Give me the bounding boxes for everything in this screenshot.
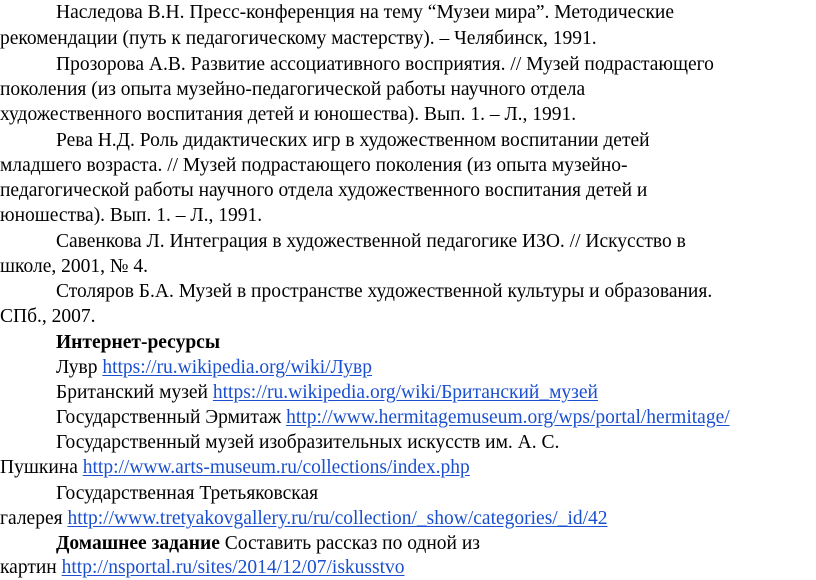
resource-hermitage-name: Государственный Эрмитаж — [56, 407, 287, 428]
reference-5-line-1: Столяров Б.А. Музей в пространстве художественной культуры и образования. — [56, 281, 713, 302]
resource-british-museum-name: Британский музей — [56, 382, 213, 403]
resource-tretyakov-name: галерея — [0, 508, 68, 529]
homework-text: Составить рассказ по одной из — [219, 533, 480, 554]
resource-british-museum — [56, 381, 598, 405]
reference-2-line-2: поколения (из опыта музейно-педагогической работы научного отдела — [0, 79, 586, 100]
homework-text-2: картин — [0, 557, 62, 578]
homework-line-1 — [56, 532, 480, 556]
resource-pushkin-museum-line-1: Государственный музей изобразительных искусств им. А. С. — [56, 432, 560, 453]
homework-line-2 — [0, 556, 405, 580]
resource-louvre-link[interactable]: https://ru.wikipedia.org/wiki/Лувр — [102, 357, 372, 378]
resource-louvre — [56, 356, 372, 380]
reference-5-line-2: СПб., 2007. — [0, 306, 96, 327]
reference-2-line-1: Прозорова А.В. Развитие ассоциативного восприятия. // Музей подрастающего — [56, 54, 714, 75]
resource-tretyakov-line-2 — [0, 507, 608, 531]
homework-label: Домашнее задание — [56, 533, 220, 554]
reference-1-line-2: рекомендации (путь к педагогическому мастерству). – Челябинск, 1991. — [0, 28, 597, 49]
reference-1-line-1: Наследова В.Н. Пресс-конференция на тему “Музеи мира”. Методические — [56, 2, 675, 23]
resource-pushkin-museum-name: Пушкина — [0, 457, 83, 478]
internet-resources-heading: Интернет-ресурсы — [56, 332, 221, 353]
resource-tretyakov-link[interactable]: http://www.tretyakovgallery.ru/ru/collection/_show/categories/_id/42 — [67, 508, 608, 529]
resource-british-museum-link[interactable]: https://ru.wikipedia.org/wiki/Британский_музей — [212, 382, 598, 403]
resource-pushkin-museum-line-2 — [0, 456, 470, 480]
reference-2-line-3: художественного воспитания детей и юношества). Вып. 1. – Л., 1991. — [0, 104, 577, 125]
reference-3-line-4: юношества). Вып. 1. – Л., 1991. — [0, 205, 263, 226]
reference-4-line-1: Савенкова Л. Интеграция в художественной педагогике ИЗО. // Искусство в — [56, 231, 686, 252]
resource-hermitage — [56, 406, 730, 430]
reference-3-line-1: Рева Н.Д. Роль дидактических игр в художественном воспитании детей — [56, 130, 650, 151]
reference-4-line-2: школе, 2001, № 4. — [0, 256, 148, 277]
resource-pushkin-museum-link[interactable]: http://www.arts-museum.ru/collections/index.php — [82, 457, 470, 478]
resource-louvre-name: Лувр — [56, 357, 103, 378]
resource-tretyakov-line-1: Государственная Третьяковская — [56, 483, 319, 504]
reference-3-line-3: педагогической работы научного отдела художественного воспитания детей и — [0, 180, 648, 201]
resource-hermitage-link[interactable]: http://www.hermitagemuseum.org/wps/portal/hermitage/ — [286, 407, 730, 428]
homework-link[interactable]: http://nsportal.ru/sites/2014/12/07/iskusstvo — [61, 557, 405, 578]
reference-3-line-2: младшего возраста. // Музей подрастающего поколения (из опыта музейно- — [0, 155, 628, 176]
